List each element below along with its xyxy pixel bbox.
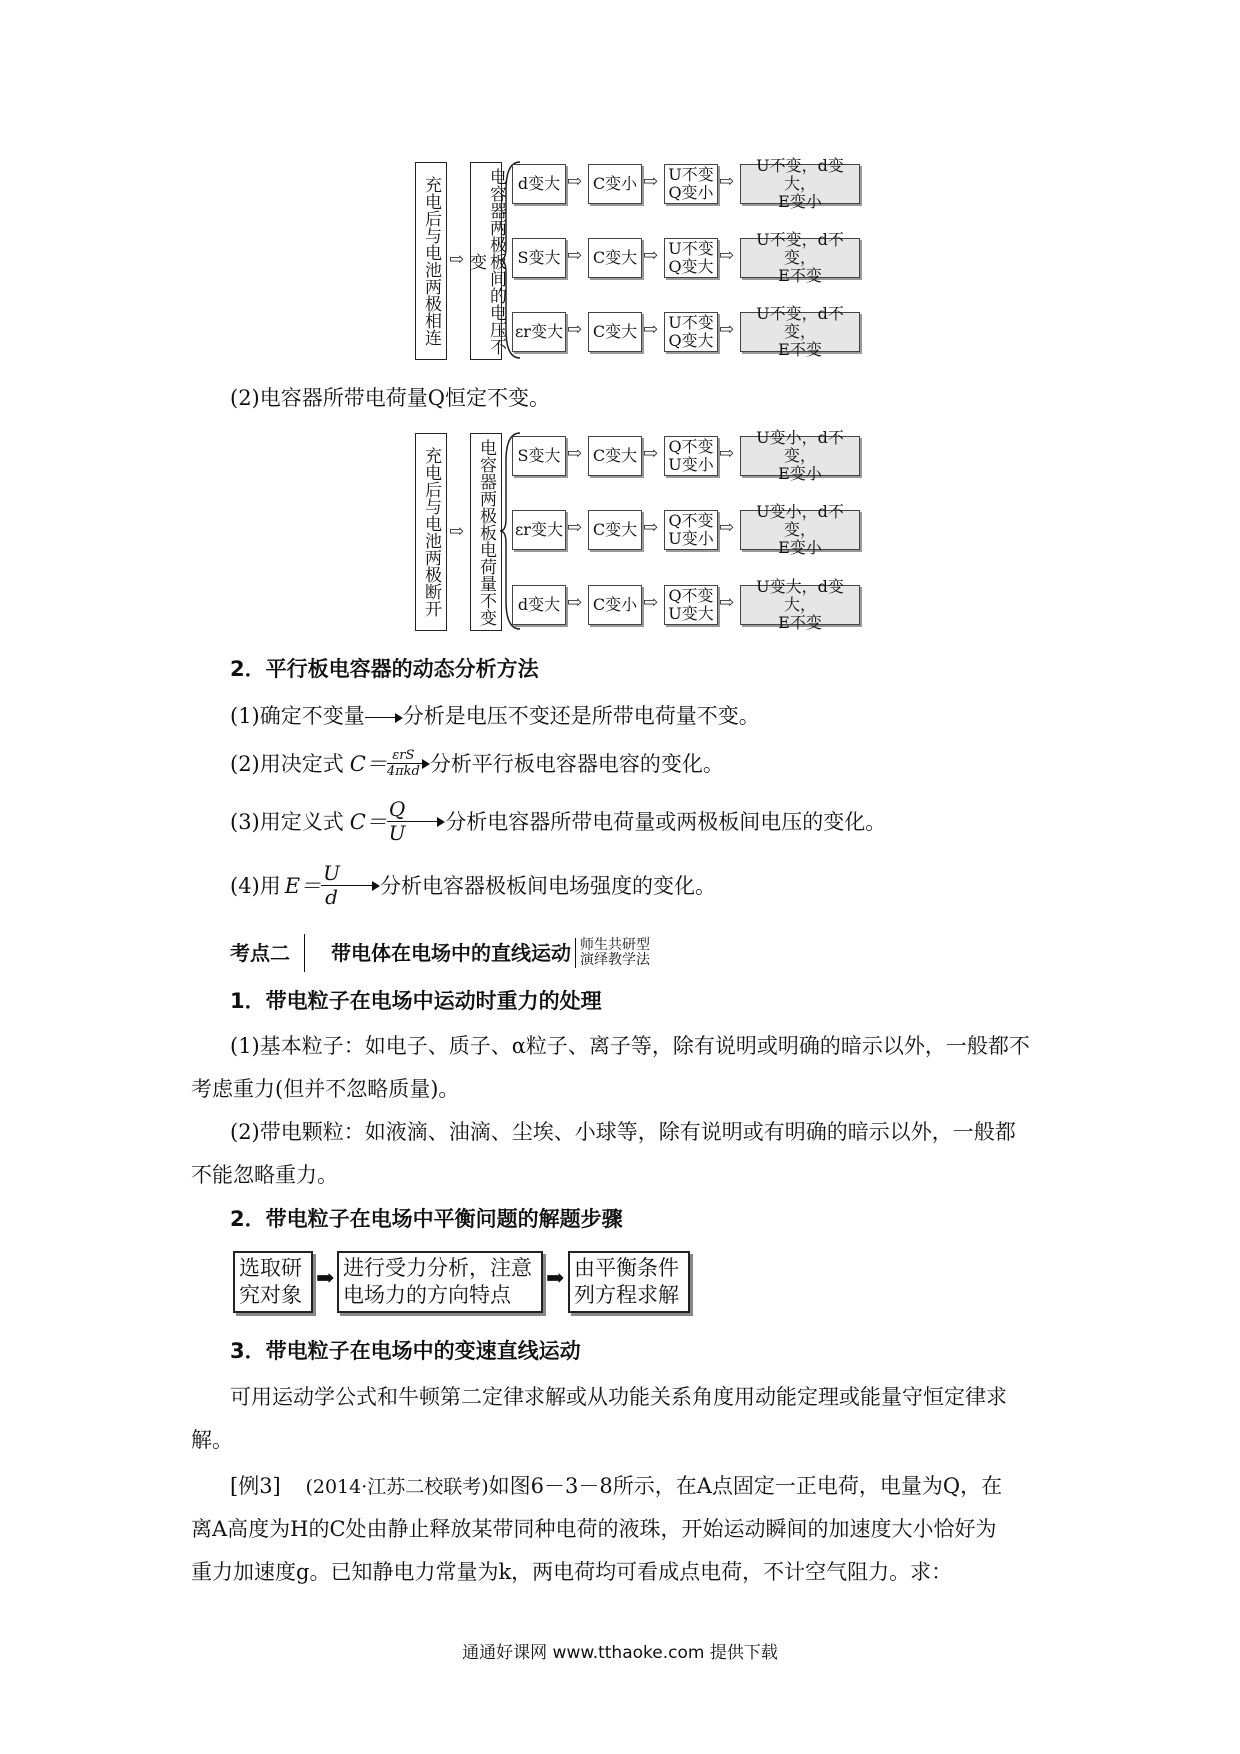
diagram2-left-label: 充电后与电池两极断开 [415, 433, 447, 631]
step-box-1: 选取研 究对象 [233, 1251, 313, 1313]
paragraph: (2)带电颗粒：如液滴、油滴、尘埃、小球等，除有说明或有明确的暗示以外，一般都 [230, 1120, 1016, 1144]
diagram1-row3-c: C变大 [588, 312, 642, 352]
right-arrow-icon: ➡ [546, 1266, 565, 1291]
diagram2-row1-cause: S变大 [512, 436, 566, 476]
arrow-icon: ⇨ [643, 245, 659, 266]
arrow-icon: ⇨ [643, 319, 659, 340]
page-footer: 通通好课网 www.tthaoke.com 提供下载 [462, 1643, 778, 1663]
paragraph-q-constant: (2)电容器所带电荷量Q恒定不变。 [230, 386, 550, 410]
diagram1-row1-c: C变小 [588, 164, 642, 204]
arrow-icon: ⇨ [567, 517, 583, 538]
diagram2-row2-result: U变小，d不变， E变小 [740, 510, 860, 550]
long-arrow-icon [420, 759, 430, 769]
diagram2-row1-result: U变小，d不变， E变小 [740, 436, 860, 476]
diagram1-mid-label: 电容器两极板间的电压不变 [470, 162, 502, 360]
step-box-3: 由平衡条件 列方程求解 [568, 1251, 690, 1313]
arrow-icon: ⇨ [719, 592, 735, 613]
example-line-2: 离A高度为H的C处由静止释放某带同种电荷的液珠，开始运动瞬间的加速度大小恰好为 [191, 1517, 997, 1541]
section-heading: 2．平行板电容器的动态分析方法 [230, 657, 539, 681]
paragraph: 不能忽略重力。 [191, 1163, 338, 1187]
diagram1-row3-cause: εr变大 [512, 312, 566, 352]
method-line-3: (3)用定义式 C＝ $\frac{Q}{U}$ 分析电容器所带电荷量或两极板间电压的变化。 [230, 797, 887, 845]
diagram1-row2-cause: S变大 [512, 238, 566, 278]
arrow-icon: ⇨ [567, 171, 583, 192]
topic-tag: 师生共研型 演绎教学法 [575, 938, 650, 968]
arrow-icon: ⇨ [719, 171, 735, 192]
diagram1-row3-uq: U不变 Q变大 [664, 312, 718, 352]
diagram2-row3-cause: d变大 [512, 585, 566, 625]
diagram1-left-label: 充电后与电池两极相连 [415, 162, 447, 360]
paragraph: 可用运动学公式和牛顿第二定律求解或从功能关系角度用动能定理或能量守恒定律求 [230, 1385, 1007, 1409]
long-arrow-icon [407, 817, 445, 827]
arrow-icon: ⇨ [643, 171, 659, 192]
diagram1-row1-result: U不变，d变大， E变小 [740, 164, 860, 204]
arrow-icon: ⇨ [449, 521, 465, 542]
diagram1-row3-result: U不变，d不变， E不变 [740, 312, 860, 352]
diagram1-row2-uq: U不变 Q变大 [664, 238, 718, 278]
subsection-heading: 3．带电粒子在电场中的变速直线运动 [230, 1339, 581, 1363]
paragraph: 解。 [191, 1428, 233, 1452]
definition-formula: $\frac{Q}{U}$ [388, 797, 406, 845]
diagram1-row2-result: U不变，d不变， E不变 [740, 238, 860, 278]
arrow-icon: ⇨ [719, 517, 735, 538]
diagram2-row1-c: C变大 [588, 436, 642, 476]
arrow-icon: ⇨ [643, 517, 659, 538]
right-arrow-icon: ➡ [316, 1266, 335, 1291]
heading-divider [304, 934, 305, 972]
diagram2-row3-result: U变大，d变大， E不变 [740, 585, 860, 625]
arrow-icon: ⇨ [719, 319, 735, 340]
method-line-2: (2)用决定式 C＝ $\frac{\text{εrS}}{\text{4πkd}}$ 分析平行板电容器电容的变化。 [230, 748, 724, 779]
long-arrow-icon [365, 713, 403, 723]
method-line-4: (4)用 E＝ $\frac{U}{d}$ 分析电容器极板间电场强度的变化。 [230, 861, 716, 909]
field-formula: $\frac{U}{d}$ [323, 861, 340, 909]
subsection-heading: 2．带电粒子在电场中平衡问题的解题步骤 [230, 1207, 623, 1231]
arrow-icon: ⇨ [567, 443, 583, 464]
diagram1-row1-cause: d变大 [512, 164, 566, 204]
arrow-icon: ⇨ [567, 245, 583, 266]
arrow-icon: ⇨ [567, 592, 583, 613]
arrow-icon: ⇨ [719, 245, 735, 266]
diagram2-mid-label: 电容器两极板电荷量不变 [470, 433, 502, 631]
arrow-icon: ⇨ [567, 319, 583, 340]
diagram2-row2-c: C变大 [588, 510, 642, 550]
long-arrow-icon [342, 881, 380, 891]
topic-heading: 考点二 带电体在电场中的直线运动 师生共研型 演绎教学法 [230, 934, 650, 972]
arrow-icon: ⇨ [643, 592, 659, 613]
diagram1-row2-c: C变大 [588, 238, 642, 278]
example-line-3: 重力加速度g。已知静电力常量为k，两电荷均可看成点电荷，不计空气阻力。求： [191, 1560, 953, 1584]
paragraph: (1)基本粒子：如电子、质子、α粒子、离子等，除有说明或明确的暗示以外，一般都不 [230, 1034, 1030, 1058]
subsection-heading: 1．带电粒子在电场中运动时重力的处理 [230, 989, 602, 1013]
capacitance-formula: $\frac{\text{εrS}}{\text{4πkd}}$ [386, 748, 420, 779]
arrow-icon: ⇨ [719, 443, 735, 464]
diagram2-row2-uq: Q不变 U变小 [664, 510, 718, 550]
arrow-icon: ⇨ [643, 443, 659, 464]
paragraph: 考虑重力(但并不忽略质量)。 [191, 1077, 460, 1101]
diagram1-row1-uq: U不变 Q变小 [664, 164, 718, 204]
example-line-1: [例3] (2014·江苏二校联考)如图6－3－8所示，在A点固定一正电荷，电量为Q，在 [230, 1474, 1003, 1498]
diagram2-row3-uq: Q不变 U变大 [664, 585, 718, 625]
diagram2-row3-c: C变小 [588, 585, 642, 625]
diagram2-row1-uq: Q不变 U变小 [664, 436, 718, 476]
diagram2-row2-cause: εr变大 [512, 510, 566, 550]
method-line-1: (1)确定不变量 分析是电压不变还是所带电荷量不变。 [230, 704, 760, 728]
step-box-2: 进行受力分析，注意 电场力的方向特点 [337, 1251, 543, 1313]
arrow-icon: ⇨ [449, 249, 465, 270]
